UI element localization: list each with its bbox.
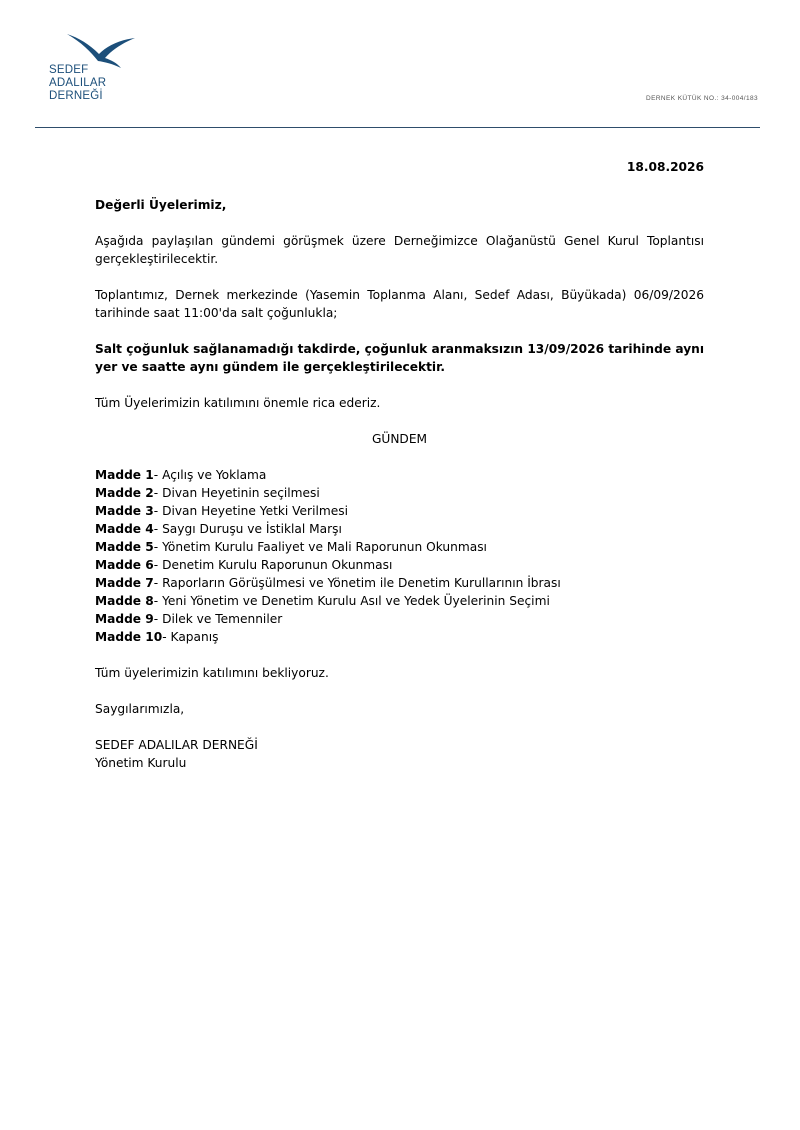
logo-wordmark bbox=[49, 64, 106, 103]
agenda-item-number: Madde 7 bbox=[95, 576, 154, 590]
agenda-list bbox=[95, 466, 704, 646]
logo-line: DERNEĞİ bbox=[49, 90, 103, 102]
agenda-item-number: Madde 9 bbox=[95, 612, 154, 626]
agenda-item-number: Madde 3 bbox=[95, 504, 154, 518]
agenda-item-number: Madde 5 bbox=[95, 540, 154, 554]
letter-body bbox=[95, 158, 704, 772]
logo-line: SEDEF bbox=[49, 64, 89, 76]
paragraph-request: Tüm Üyelerimizin katılımını önemle rica ederiz. bbox=[95, 396, 381, 410]
agenda-item-text: - Dilek ve Temenniler bbox=[153, 612, 283, 626]
agenda-item-text: - Kapanış bbox=[162, 630, 219, 644]
paragraph-meeting: Toplantımız, Dernek merkezinde (Yasemin Toplanma Alanı, Sedef Adası, Büyükada) 06/09/2026 tarihinde saat 11:00'da salt çoğunlukla; bbox=[95, 288, 704, 320]
agenda-item-text: - Saygı Duruşu ve İstiklal Marşı bbox=[153, 522, 342, 536]
agenda-item-number: Madde 2 bbox=[95, 486, 154, 500]
agenda-item-text: - Yönetim Kurulu Faaliyet ve Mali Raporunun Okunması bbox=[153, 540, 487, 554]
paragraph-intro: Aşağıda paylaşılan gündemi görüşmek üzere Derneğimizce Olağanüstü Genel Kurul Toplantısı gerçekleştirilecektir. bbox=[95, 234, 704, 266]
agenda-item bbox=[95, 484, 704, 502]
agenda-title: GÜNDEM bbox=[371, 432, 428, 446]
agenda-item bbox=[95, 574, 704, 592]
logo-line: ADALILAR bbox=[49, 77, 107, 89]
agenda-item bbox=[95, 556, 704, 574]
registry-number: DERNEK KÜTÜK NO.: 34-004/183 bbox=[646, 95, 758, 102]
logo bbox=[47, 30, 147, 112]
agenda-item-number: Madde 4 bbox=[95, 522, 154, 536]
letter-date: 18.08.2026 bbox=[626, 160, 704, 174]
agenda-item-text: - Yeni Yönetim ve Denetim Kurulu Asıl ve Yedek Üyelerinin Seçimi bbox=[153, 594, 550, 608]
header-divider bbox=[35, 127, 760, 128]
agenda-item-text: - Divan Heyetine Yetki Verilmesi bbox=[153, 504, 348, 518]
agenda-item-text: - Denetim Kurulu Raporunun Okunması bbox=[153, 558, 393, 572]
signature-block bbox=[95, 736, 704, 772]
agenda-item-number: Madde 6 bbox=[95, 558, 154, 572]
letterhead bbox=[0, 0, 800, 130]
agenda-item bbox=[95, 520, 704, 538]
agenda-item bbox=[95, 610, 704, 628]
agenda-item bbox=[95, 592, 704, 610]
agenda-item bbox=[95, 466, 704, 484]
agenda-item-number: Madde 1 bbox=[95, 468, 154, 482]
agenda-item bbox=[95, 628, 704, 646]
agenda-item-text: - Divan Heyetinin seçilmesi bbox=[153, 486, 320, 500]
signature-board: Yönetim Kurulu bbox=[95, 756, 187, 770]
closing-line: Tüm üyelerimizin katılımını bekliyoruz. bbox=[95, 666, 329, 680]
agenda-item-number: Madde 8 bbox=[95, 594, 154, 608]
signature-organization: SEDEF ADALILAR DERNEĞİ bbox=[95, 738, 258, 752]
regards-line: Saygılarımızla, bbox=[95, 702, 185, 716]
paragraph-quorum: Salt çoğunluk sağlanamadığı takdirde, çoğunluk aranmaksızın 13/09/2026 tarihinde aynı yer ve saatte aynı gündem ile gerçekleştirilecektir. bbox=[95, 342, 704, 374]
agenda-item bbox=[95, 502, 704, 520]
greeting: Değerli Üyelerimiz, bbox=[95, 198, 227, 212]
agenda-item-text: - Raporların Görüşülmesi ve Yönetim ile Denetim Kurullarının İbrası bbox=[153, 576, 561, 590]
agenda-item-number: Madde 10 bbox=[95, 630, 163, 644]
agenda-item bbox=[95, 538, 704, 556]
agenda-item-text: - Açılış ve Yoklama bbox=[153, 468, 267, 482]
